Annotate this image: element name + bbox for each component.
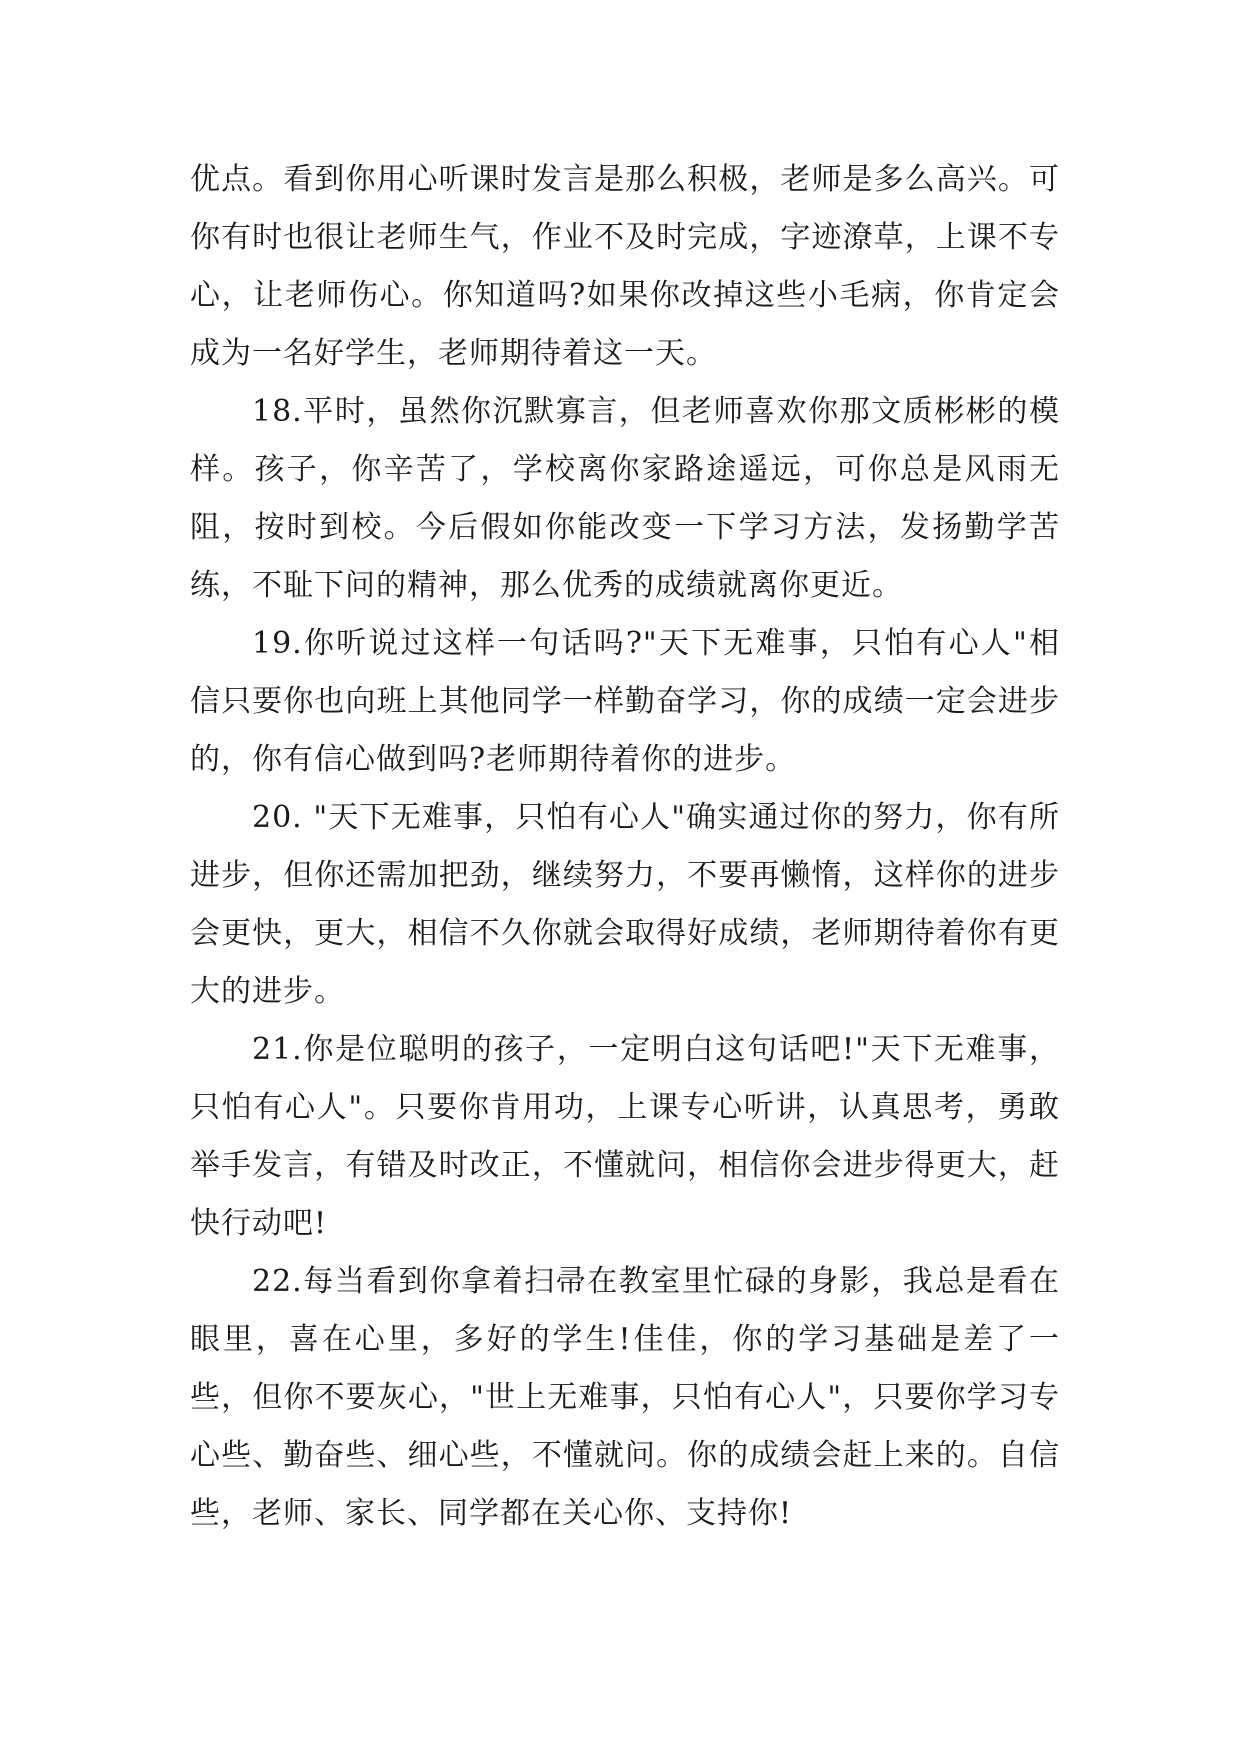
paragraph-item-19: 19.你听说过这样一句话吗?"天下无难事，只怕有心人"相信只要你也向班上其他同学一样勤奋学习，你的成绩一定会进步的，你有信心做到吗?老师期待着你的进步。: [190, 626, 1060, 777]
paragraph-continuation: 优点。看到你用心听课时发言是那么积极，老师是多么高兴。可你有时也很让老师生气，作业不及时完成，字迹潦草，上课不专心，让老师伤心。你知道吗?如果你改掉这些小毛病，你肯定会成为一名好学生，老师期待着这一天。: [190, 162, 1060, 371]
paragraph-item-22: 22.每当看到你拿着扫帚在教室里忙碌的身影，我总是看在眼里，喜在心里，多好的学生!佳佳，你的学习基础是差了一些，但你不要灰心，"世上无难事，只怕有心人"，只要你学习专心些、勤奋些、细心些，不懂就问。你的成绩会赶上来的。自信些，老师、家长、同学都在关心你、支持你!: [190, 1264, 1060, 1531]
document-body: [190, 151, 1060, 1543]
paragraph-item-20: 20. "天下无难事，只怕有心人"确实通过你的努力，你有所进步，但你还需加把劲，继续努力，不要再懒惰，这样你的进步会更快，更大，相信不久你就会取得好成绩，老师期待着你有更大的进步。: [190, 800, 1060, 1009]
paragraph-item-18: 18.平时，虽然你沉默寡言，但老师喜欢你那文质彬彬的模样。孩子，你辛苦了，学校离你家路途遥远，可你总是风雨无阻，按时到校。今后假如你能改变一下学习方法，发扬勤学苦练，不耻下问的精神，那么优秀的成绩就离你更近。: [190, 394, 1060, 603]
paragraph-item-21: 21.你是位聪明的孩子，一定明白这句话吧!"天下无难事，只怕有心人"。只要你肯用功，上课专心听讲，认真思考，勇敢举手发言，有错及时改正，不懂就问，相信你会进步得更大，赶快行动吧!: [190, 1032, 1060, 1241]
